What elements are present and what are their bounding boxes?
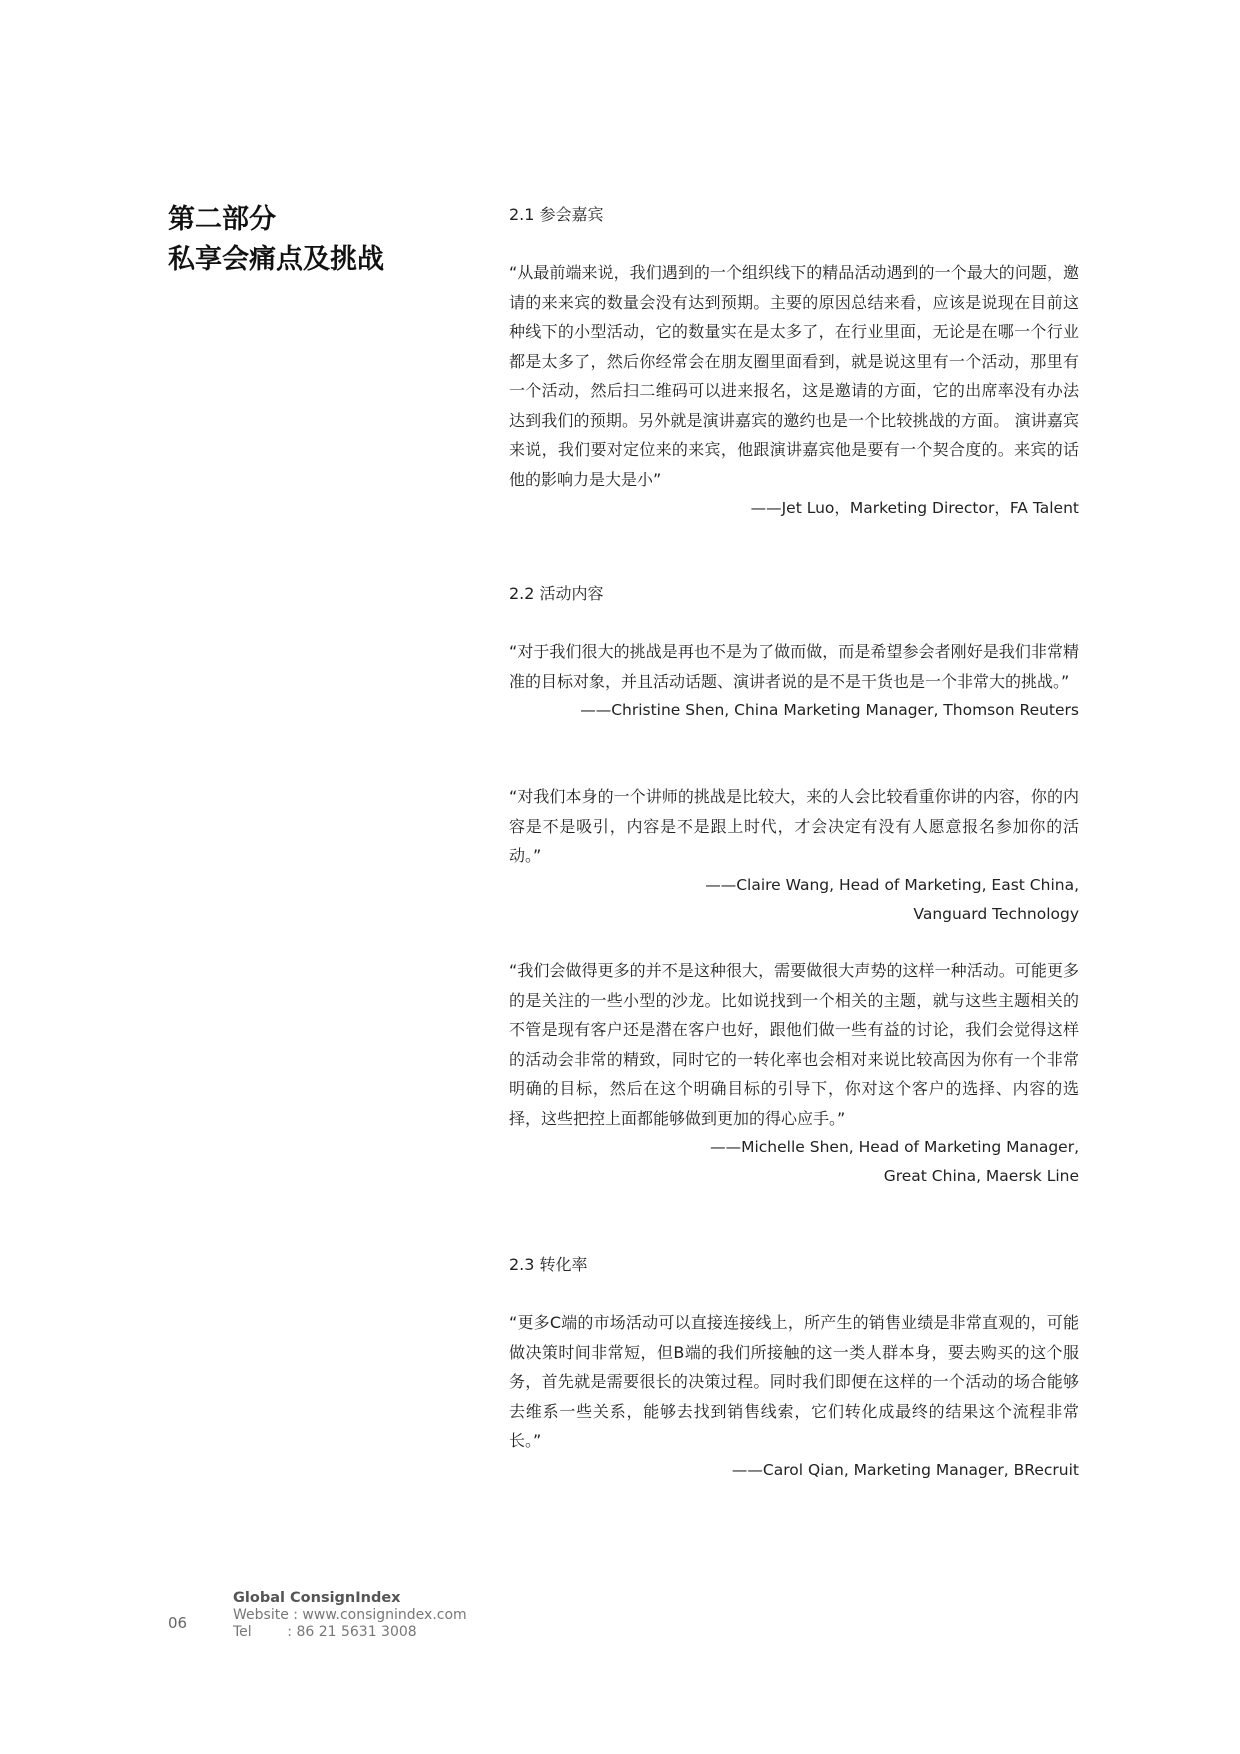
quote-block bbox=[509, 782, 1079, 929]
section-heading: 2.2 活动内容 bbox=[509, 584, 604, 603]
section-conversion bbox=[509, 1254, 1079, 1276]
section-heading: 2.3 转化率 bbox=[509, 1255, 588, 1274]
quote-block bbox=[509, 1308, 1079, 1485]
page-number: 06 bbox=[168, 1614, 188, 1632]
part-title bbox=[168, 200, 384, 280]
part-title-line-2: 私享会痛点及挑战 bbox=[168, 244, 384, 275]
quote-text: “对我们本身的一个讲师的挑战是比较大，来的人会比较看重你讲的内容，你的内容是不是吸引，内容是不是跟上时代，才会决定有没有人愿意报名参加你的活动。” bbox=[509, 787, 1079, 865]
quote-block bbox=[509, 956, 1079, 1191]
section-guests bbox=[509, 204, 1079, 226]
part-title-line-1: 第二部分 bbox=[168, 204, 276, 235]
quote-block bbox=[509, 258, 1079, 523]
quote-attribution: ——Jet Luo，Marketing Director，FA Talent bbox=[750, 499, 1079, 517]
footer-tel: Tel : 86 21 5631 3008 bbox=[233, 1624, 417, 1640]
section-content bbox=[509, 583, 1079, 605]
footer-website: Website : www.consignindex.com bbox=[233, 1607, 467, 1623]
section-heading: 2.1 参会嘉宾 bbox=[509, 205, 604, 224]
quote-attribution: ——Michelle Shen, Head of Marketing Manager, bbox=[710, 1138, 1079, 1156]
quote-text: “对于我们很大的挑战是再也不是为了做而做，而是希望参会者刚好是我们非常精准的目标对象，并且活动话题、演讲者说的是不是干货也是一个非常大的挑战。” bbox=[509, 642, 1079, 691]
quote-attribution: ——Claire Wang, Head of Marketing, East China, bbox=[705, 875, 1079, 894]
quote-attribution-cont: Vanguard Technology bbox=[913, 904, 1079, 923]
quote-text: “我们会做得更多的并不是这种很大，需要做很大声势的这样一种活动。可能更多的是关注的一些小型的沙龙。比如说找到一个相关的主题，就与这些主题相关的不管是现有客户还是潜在客户也好，跟他们做一些有益的讨论，我们会觉得这样的活动会非常的精致，同时它的一转化率也会相对来说比较高因为你有一个非常明确的目标，然后在这个明确目标的引导下，你对这个客户的选择、内容的选择，这些把控上面都能够做到更加的得心应手。” bbox=[509, 961, 1079, 1128]
quote-text: “更多C端的市场活动可以直接连接线上，所产生的销售业绩是非常直观的，可能做决策时间非常短，但B端的我们所接触的这一类人群本身，要去购买的这个服务，首先就是需要很长的决策过程。同时我们即便在这样的一个活动的场合能够去维系一些关系，能够去找到销售线索，它们转化成最终的结果这个流程非常长。” bbox=[509, 1313, 1079, 1450]
footer-contact bbox=[233, 1590, 467, 1641]
quote-attribution: ——Carol Qian, Marketing Manager, BRecruit bbox=[731, 1460, 1079, 1479]
quote-text: “从最前端来说，我们遇到的一个组织线下的精品活动遇到的一个最大的问题，邀请的来来宾的数量会没有达到预期。主要的原因总结来看，应该是说现在目前这种线下的小型活动，它的数量实在是太多了，在行业里面，无论是在哪一个行业都是太多了，然后你经常会在朋友圈里面看到，就是说这里有一个活动，那里有一个活动，然后扫二维码可以进来报名，这是邀请的方面，它的出席率没有办法达到我们的预期。另外就是演讲嘉宾的邀约也是一个比较挑战的方面。 演讲嘉宾来说，我们要对定位来的来宾，他跟演讲嘉宾他是要有一个契合度的。来宾的话他的影响力是大是小” bbox=[509, 263, 1079, 489]
footer-brand: Global ConsignIndex bbox=[233, 1590, 401, 1606]
quote-block bbox=[509, 637, 1079, 725]
page-footer bbox=[168, 1590, 568, 1650]
quote-attribution-cont: Great China, Maersk Line bbox=[883, 1167, 1079, 1185]
quote-attribution: ——Christine Shen, China Marketing Manager, Thomson Reuters bbox=[580, 701, 1079, 719]
